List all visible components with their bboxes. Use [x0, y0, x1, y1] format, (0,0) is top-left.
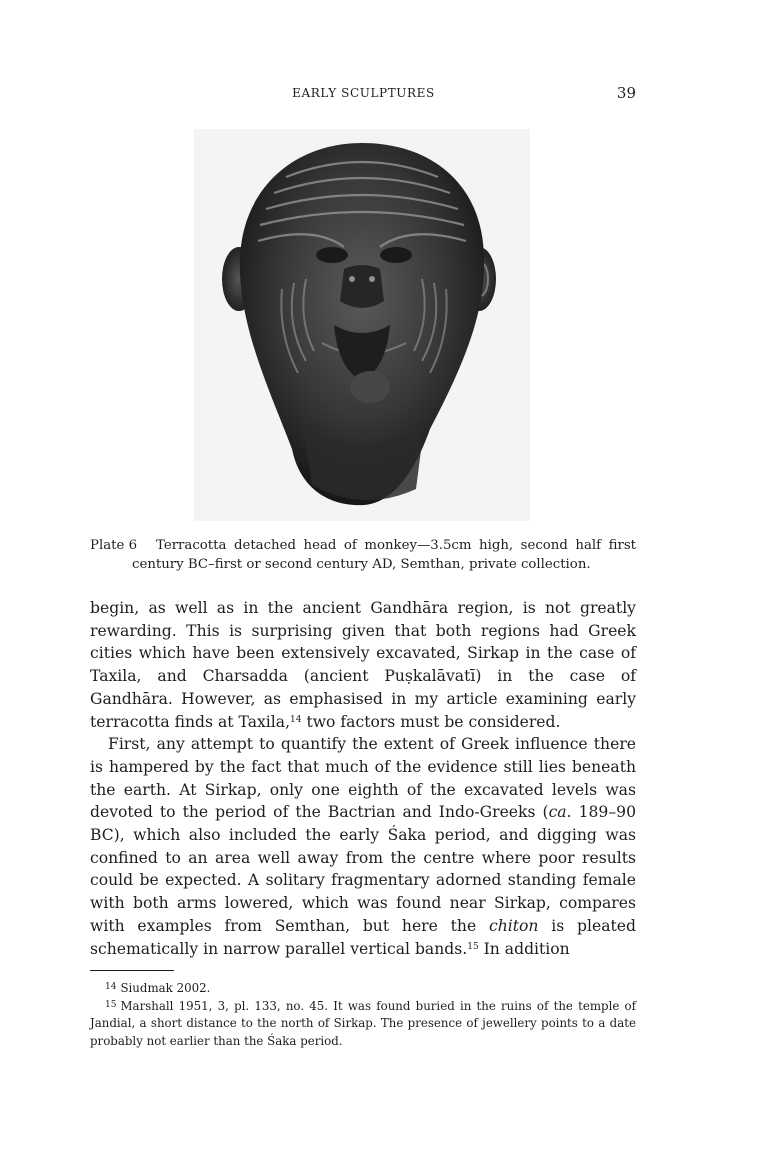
footnote-text: Siudmak 2002.: [120, 981, 211, 995]
caption-label: Plate 6: [90, 538, 138, 553]
footnote-ref-14[interactable]: 14: [290, 714, 302, 725]
footnote-15: [90, 998, 636, 1051]
caption-text-line-2: century BC–first or second century AD, Semthan, private collection.: [132, 557, 591, 572]
italic-ca: ca: [548, 803, 567, 822]
plate-image-terracotta-monkey-head: [194, 129, 530, 521]
footnote-text: Marshall 1951, 3, pl. 133, no. 45. It was found buried in the ruins of the temple of Jandial, a short distance to the north of Sirkap. The presence of jewellery points to a date probably not earlier than the Śaka period.: [90, 998, 636, 1048]
plate-caption: [90, 536, 636, 574]
footnote-ref-15[interactable]: 15: [467, 941, 479, 952]
footnote-number: 15: [105, 999, 117, 1010]
caption-text-line-1: Terracotta detached head of monkey—3.5cm high, second half first: [156, 538, 636, 553]
body-paragraph-2: First, any attempt to quantify the extent of Greek influence there is hampered by the fact that much of the evidence still lies beneath the earth. At Sirkap, only one eighth of the excavated levels was devoted to the period of the Bactrian and Indo-Greeks (ca. 189–90 BC), which also included the early Śaka period, and digging was confined to an area well away from the centre where poor results could be expected. A solitary fragmentary adorned standing female with both arms lowered, which was found near Sirkap, compares with examples from Semthan, but here the chiton is pleated schematically in narrow parallel vertical bands.$^{15}$ In addition: [90, 735, 636, 958]
footnote-14: [90, 980, 636, 998]
italic-chiton: chiton: [488, 916, 539, 935]
body-text: [90, 597, 636, 960]
footnote-divider: [90, 970, 174, 971]
running-title: EARLY SCULPTURES: [292, 86, 435, 100]
footnotes: [90, 980, 636, 1050]
body-paragraph-1: begin, as well as in the ancient Gandhāra region, is not greatly rewarding. This is surprising given that both regions had Greek cities which have been extensively excavated, Sirkap in the case of Taxila, and Charsadda (ancient Puṣkalāvatī) in the case of Gandhāra. However, as emphasised in my article examining early terracotta finds at Taxila,$^{14}$ two factors must be considered.: [90, 599, 636, 731]
page-number: 39: [616, 84, 636, 102]
footnote-number: 14: [105, 982, 117, 992]
